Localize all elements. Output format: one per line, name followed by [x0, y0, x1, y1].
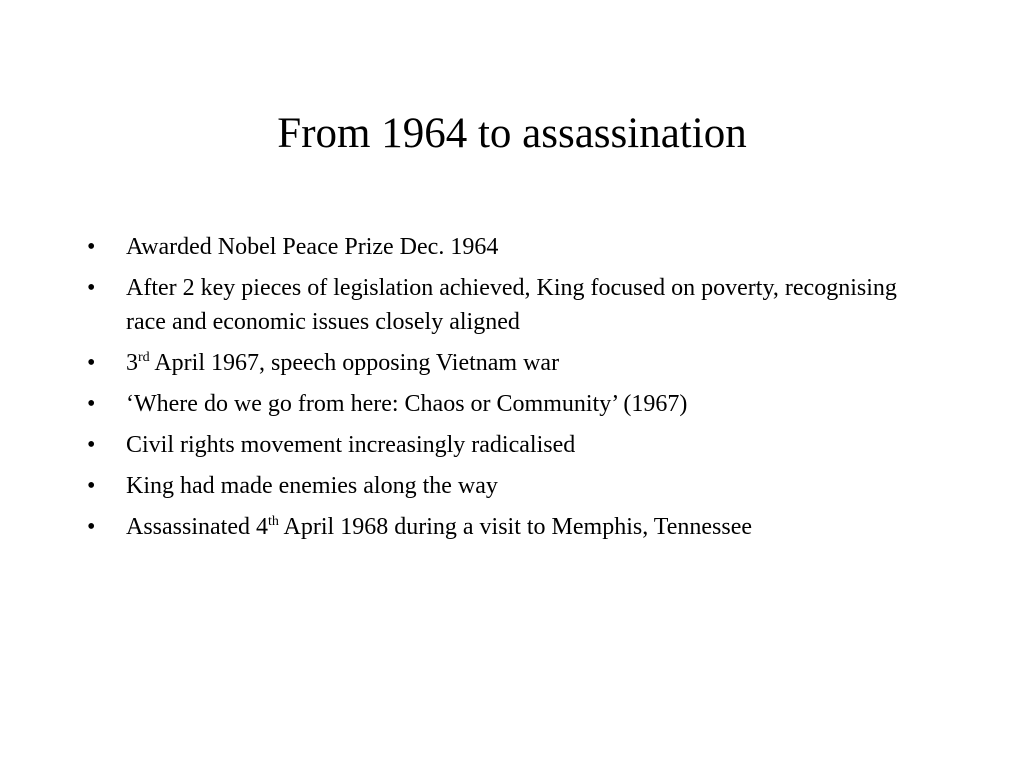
bullet-text-suffix: April 1967, speech opposing Vietnam war	[149, 350, 560, 376]
bullet-text: Awarded Nobel Peace Prize Dec. 1964	[126, 234, 499, 260]
bullet-icon: •	[87, 432, 96, 458]
bullet-item	[0, 428, 1024, 462]
bullet-icon: •	[87, 350, 96, 376]
bullet-icon: •	[87, 473, 96, 499]
bullet-list	[0, 230, 1024, 551]
bullet-text-prefix: Assassinated 4	[126, 514, 268, 540]
bullet-text: ‘Where do we go from here: Chaos or Community’ (1967)	[126, 391, 688, 417]
bullet-text: Civil rights movement increasingly radicalised	[126, 432, 576, 458]
bullet-item	[0, 387, 1024, 421]
bullet-item	[0, 469, 1024, 503]
bullet-text-suffix: April 1968 during a visit to Memphis, Tennessee	[278, 514, 753, 540]
bullet-icon: •	[87, 234, 96, 260]
bullet-text: After 2 key pieces of legislation achieved, King focused on poverty, recognising race and economic issues closely aligned	[126, 275, 897, 335]
bullet-icon: •	[87, 275, 96, 301]
bullet-item	[0, 510, 1024, 544]
bullet-icon: •	[87, 514, 96, 540]
bullet-icon: •	[87, 391, 96, 417]
bullet-text-prefix: 3	[126, 350, 138, 376]
slide-title: From 1964 to assassination	[277, 110, 747, 157]
bullet-item	[0, 230, 1024, 264]
bullet-text: King had made enemies along the way	[126, 473, 498, 499]
ordinal-suffix: th	[267, 514, 279, 529]
bullet-item	[0, 346, 1024, 380]
ordinal-suffix: rd	[138, 350, 150, 365]
bullet-item	[0, 271, 1024, 339]
